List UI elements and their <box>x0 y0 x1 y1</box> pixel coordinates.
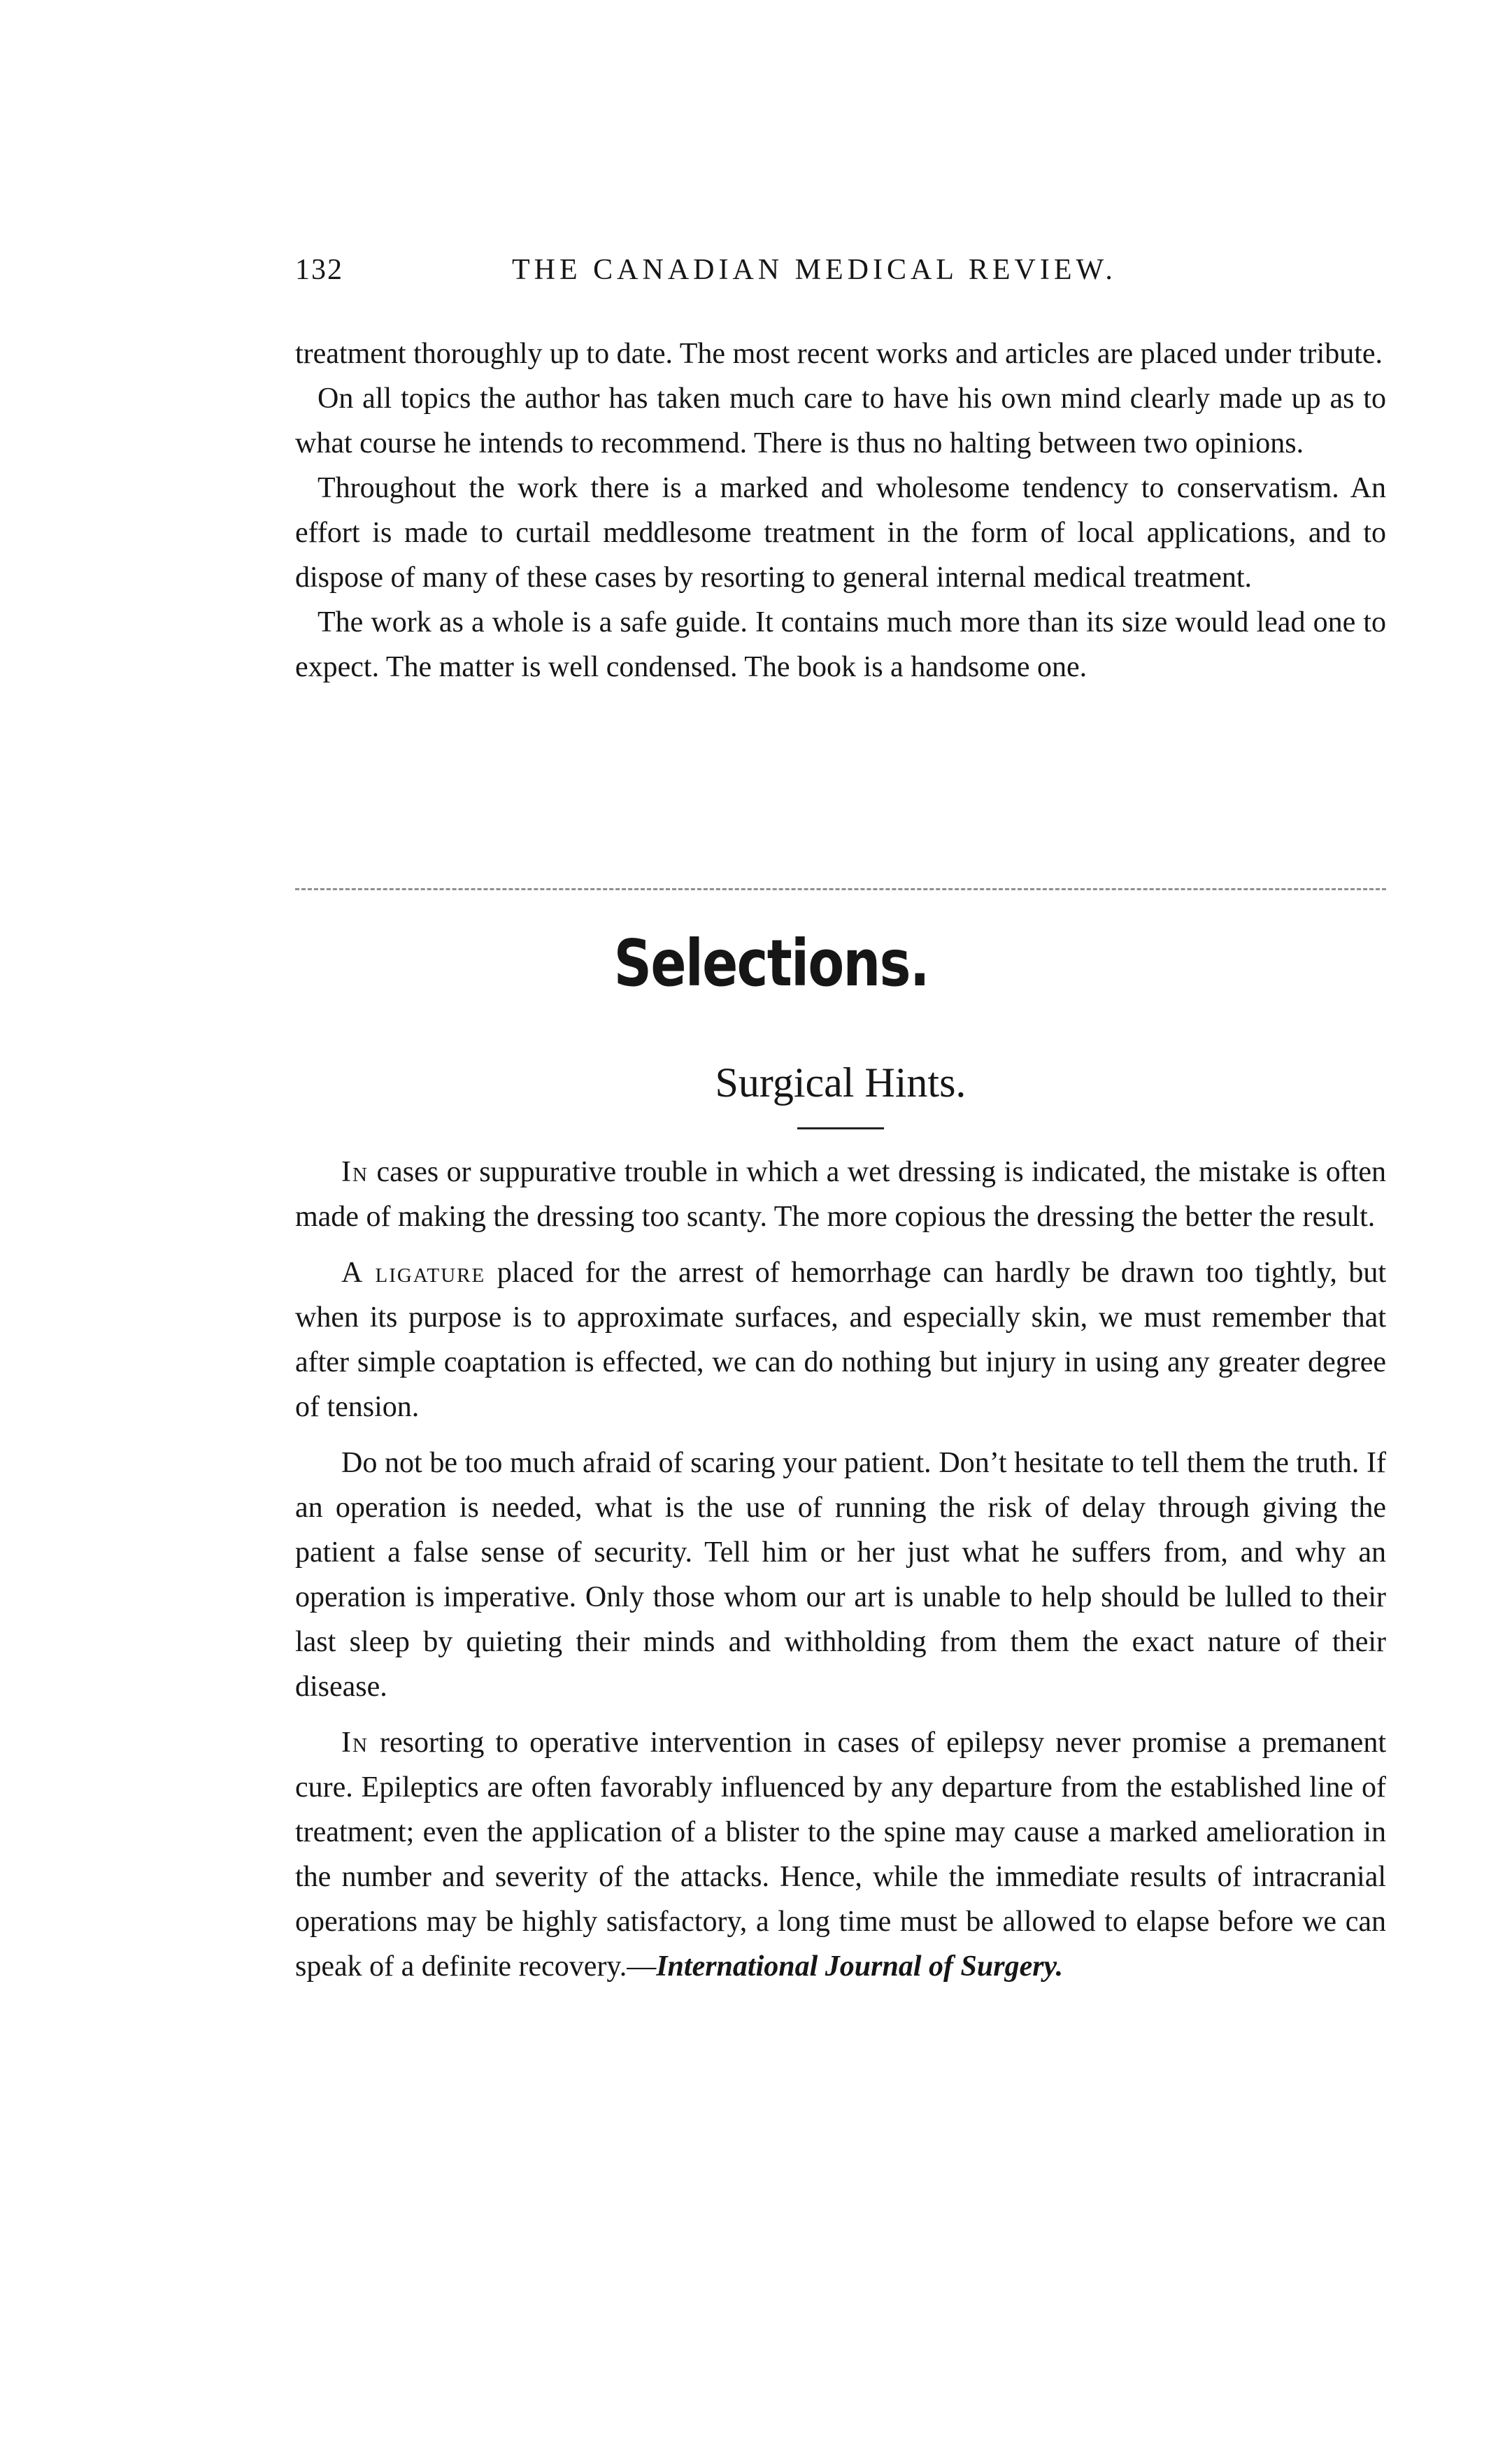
paragraph-text: cases or suppurative trouble in which a wet dressing is indicated, the mistake is often made of making the dressing too scanty. The more copious the dressing the better the result. <box>295 1156 1386 1233</box>
article-title: Surgical Hints. <box>715 1059 967 1106</box>
review-paragraph: Throughout the work there is a marked and wholesome tendency to conservatism. An effort is made to curtail meddlesome treatment in the form of local applications, and to dispose of many of these cases by resorting to general internal medical treatment. <box>295 472 1386 594</box>
article-body <box>295 1150 1386 2000</box>
review-paragraph: treatment thoroughly up to date. The most recent works and articles are placed under tribute. <box>295 338 1383 370</box>
section-heading: Selections. <box>613 926 929 1001</box>
running-title: THE CANADIAN MEDICAL REVIEW. <box>512 254 1117 286</box>
review-paragraph: The work as a whole is a safe guide. It contains much more than its size would lead one to expect. The matter is well condensed. The book is a handsome one. <box>295 606 1386 683</box>
page-number: 132 <box>295 254 343 286</box>
article-paragraph <box>295 1250 1386 1429</box>
article-paragraph <box>295 1720 1386 1989</box>
paragraph-lead: In <box>341 1156 369 1188</box>
paragraph-text: Do not be too much afraid of scaring your patient. Don’t hesitate to tell them the truth. If an operation is needed, what is the use of running the risk of delay through giving the patient a false sense of security. Tell him or her just what he suffers from, and why an operation is imperative. Only those whom our art is unable to help should be lulled to their last sleep by quieting their minds and withholding from them the exact nature of their disease. <box>295 1447 1386 1703</box>
article-paragraph <box>295 1441 1386 1709</box>
paragraph-text: placed for the arrest of hemorrhage can hardly be drawn too tightly, but when its purpose is to approximate surfaces, and especially skin, we must remember that after simple coaptation is effected, we can do nothing but injury in using any greater degree of tension. <box>295 1257 1386 1423</box>
page-header <box>295 253 1386 295</box>
title-rule <box>797 1127 884 1129</box>
section-divider <box>295 888 1386 890</box>
paragraph-lead: In <box>341 1727 369 1759</box>
book-review-continuation <box>295 331 1386 690</box>
article-paragraph <box>295 1150 1386 1239</box>
review-paragraph: On all topics the author has taken much care to have his own mind clearly made up as to what course he intends to recommend. There is thus no halting between two opinions. <box>295 383 1386 459</box>
source-citation: International Journal of Surgery. <box>656 1950 1064 1983</box>
paragraph-lead: A ligature <box>341 1257 486 1289</box>
paragraph-text: resorting to operative intervention in cases of epilepsy never promise a premanent cure. Epileptics are often favorably influenced by any departure from the established line of treatment; even the application of a blister to the spine may cause a marked amelioration in the number and severity of the attacks. Hence, while the immediate results of intracranial operations may be highly satisfactory, a long time must be allowed to elapse before we can speak of a definite recovery.— <box>295 1727 1386 1983</box>
